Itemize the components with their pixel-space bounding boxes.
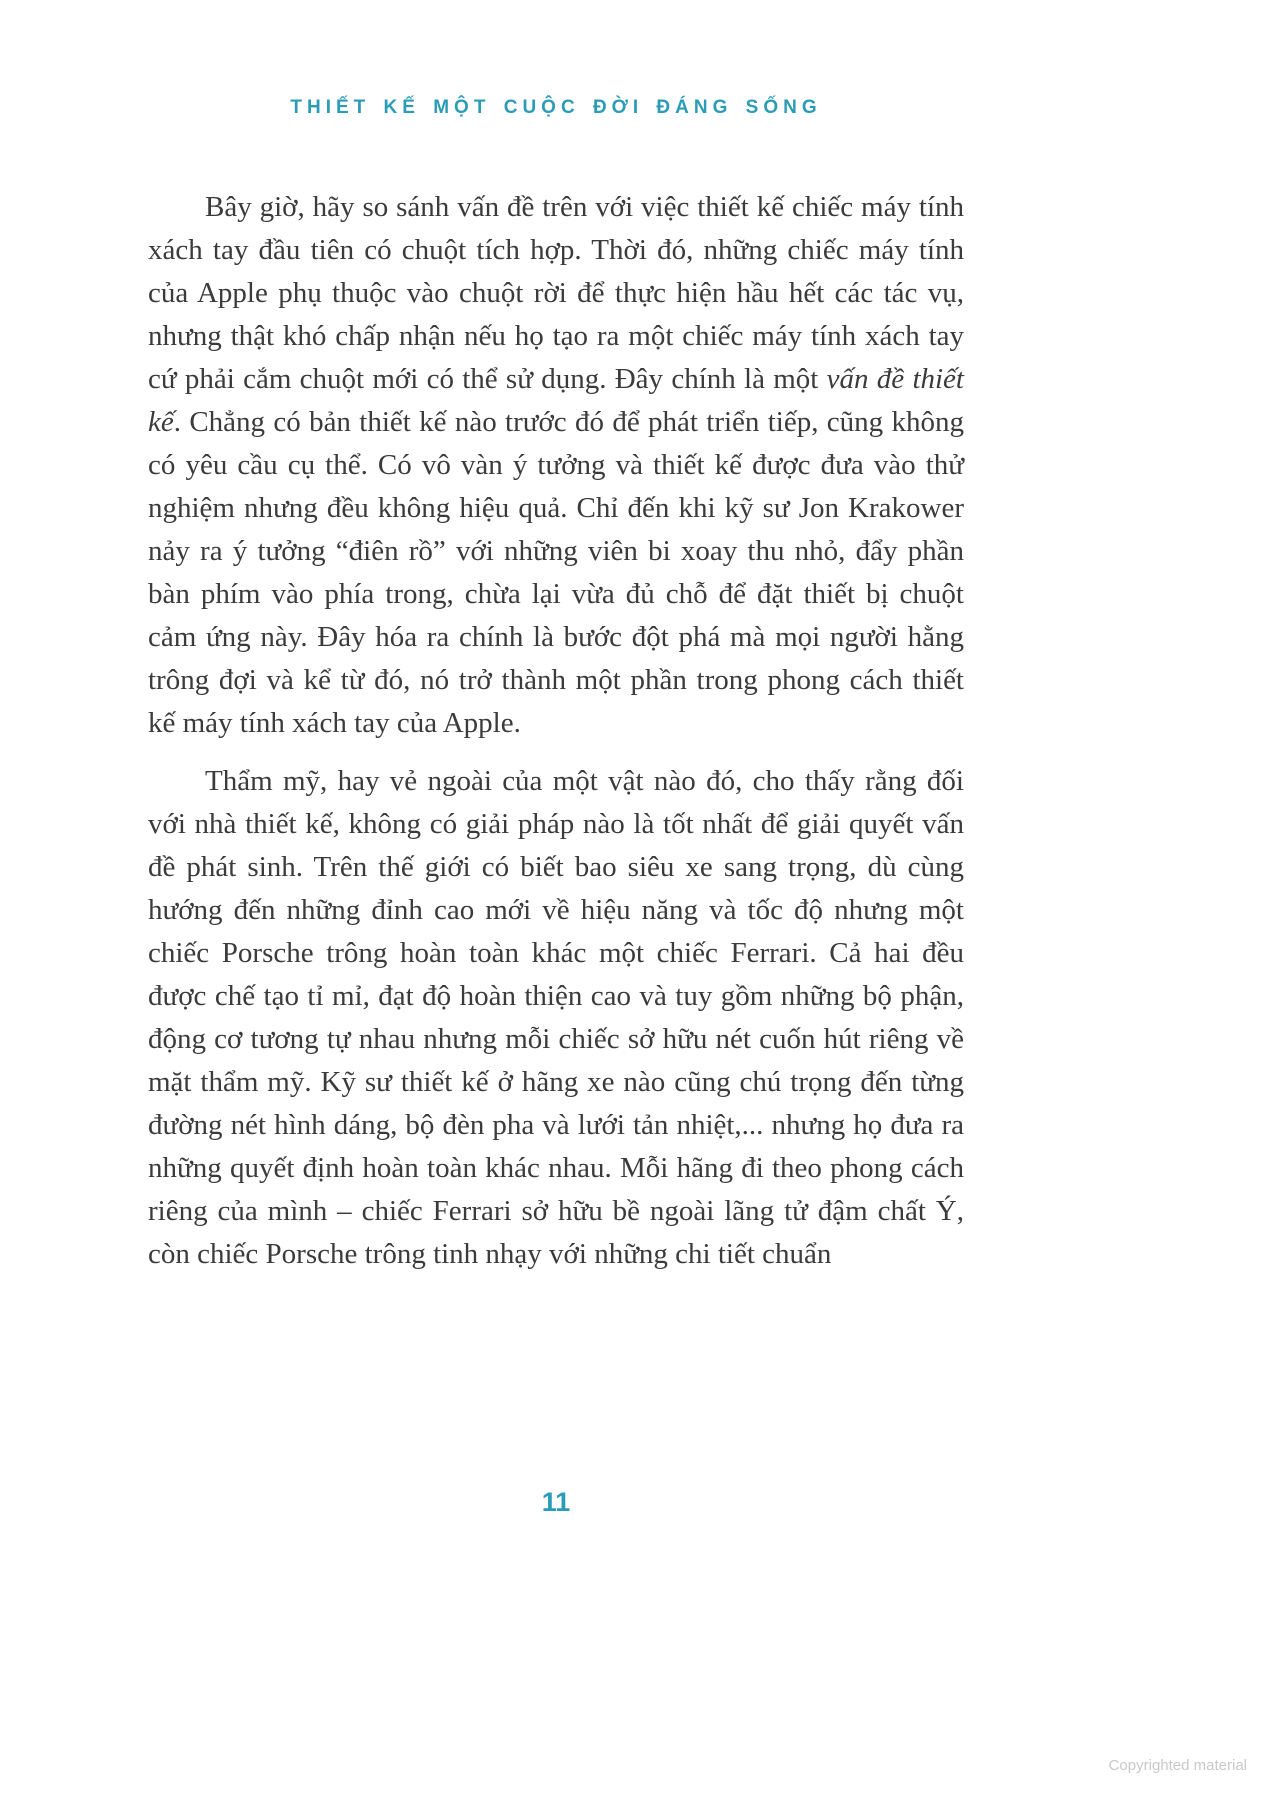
paragraph-1-italic-phrase: vấn đề thiết kế	[148, 363, 964, 438]
copyright-notice: Copyrighted material	[1108, 1757, 1247, 1774]
paragraph-1	[148, 186, 964, 745]
paragraph-1-segment-before-italic: Bây giờ, hãy so sánh vấn đề trên với việc thiết kế chiếc máy tính xách tay đầu tiên có chuột tích hợp. Thời đó, những chiếc máy tính của Apple phụ thuộc vào chuột rời để thực hiện hầu hết các tác vụ, nhưng thật khó chấp nhận nếu họ tạo ra một chiếc máy tính xách tay cứ phải cắm chuột mới có thể sử dụng. Đây chính là một	[148, 191, 964, 395]
body-text	[148, 186, 964, 1276]
running-header-title: THIẾT KẾ MỘT CUỘC ĐỜI ĐÁNG SỐNG	[290, 97, 822, 118]
paragraph-2: Thẩm mỹ, hay vẻ ngoài của một vật nào đó, cho thấy rằng đối với nhà thiết kế, không có giải pháp nào là tốt nhất để giải quyết vấn đề phát sinh. Trên thế giới có biết bao siêu xe sang trọng, dù cùng hướng đến những đỉnh cao mới về hiệu năng và tốc độ nhưng một chiếc Porsche trông hoàn toàn khác một chiếc Ferrari. Cả hai đều được chế tạo tỉ mỉ, đạt độ hoàn thiện cao và tuy gồm những bộ phận, động cơ tương tự nhau nhưng mỗi chiếc sở hữu nét cuốn hút riêng về mặt thẩm mỹ. Kỹ sư thiết kế ở hãng xe nào cũng chú trọng đến từng đường nét hình dáng, bộ đèn pha và lưới tản nhiệt,... nhưng họ đưa ra những quyết định hoàn toàn khác nhau. Mỗi hãng đi theo phong cách riêng của mình – chiếc Ferrari sở hữu bề ngoài lãng tử đậm chất Ý, còn chiếc Porsche trông tinh nhạy với những chi tiết chuẩn	[148, 765, 964, 1270]
paragraph-1-segment-after-italic: . Chẳng có bản thiết kế nào trước đó để phát triển tiếp, cũng không có yêu cầu cụ thể. Có vô vàn ý tưởng và thiết kế được đưa vào thử nghiệm nhưng đều không hiệu quả. Chỉ đến khi kỹ sư Jon Krakower nảy ra ý tưởng “điên rồ” với những viên bi xoay thu nhỏ, đẩy phần bàn phím vào phía trong, chừa lại vừa đủ chỗ để đặt thiết bị chuột cảm ứng này. Đây hóa ra chính là bước đột phá mà mọi người hằng trông đợi và kể từ đó, nó trở thành một phần trong phong cách thiết kế máy tính xách tay của Apple.	[148, 406, 964, 739]
page-number: 11	[541, 1487, 571, 1517]
